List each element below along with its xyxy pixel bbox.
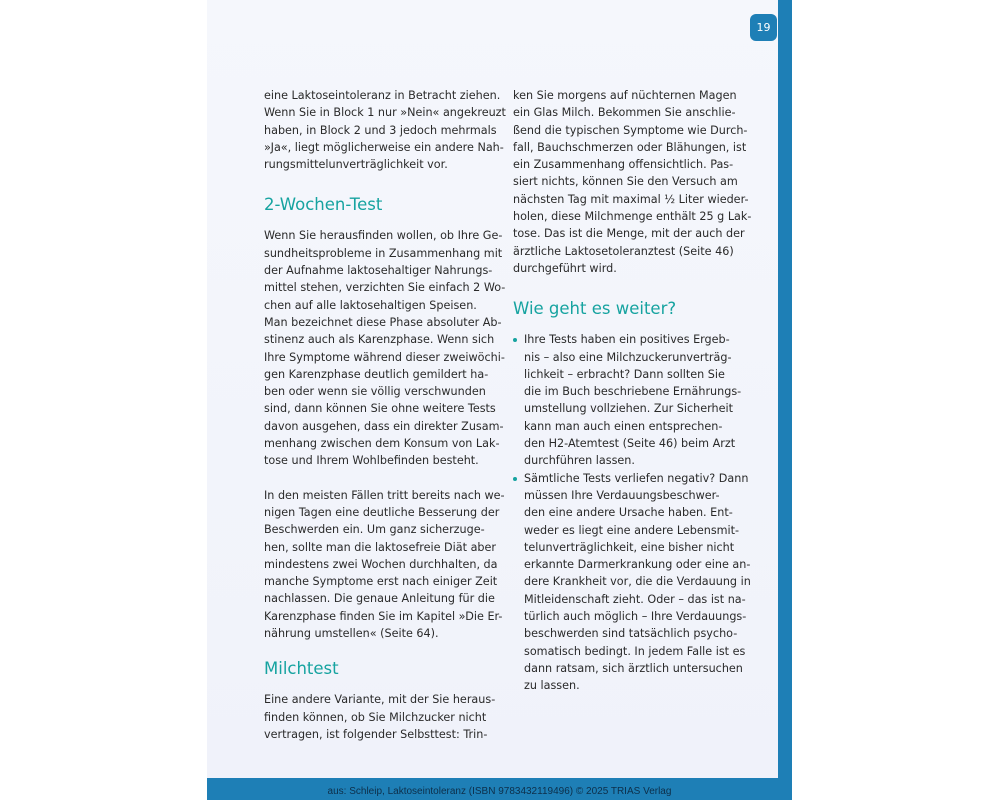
source-citation: aus: Schleip, Laktoseintoleranz (ISBN 9783432119496) © 2025 TRIAS Verlag [327, 786, 672, 797]
heading-milchtest: Milchtest [264, 659, 339, 679]
heading-wie-geht-es-weiter: Wie geht es weiter? [513, 299, 677, 319]
page-number-badge: 19 [750, 14, 777, 41]
list-item: Sämtliche Tests verliefen negativ? Dann müssen Ihre Verdauungsbeschwer- den eine andere Ursache haben. Ent- weder es liegt eine andere Lebensmit- telunverträglichkeit, eine bisher nicht erkannte Darmerkrankung oder eine an- dere Krankheit vor, die die Verdauung in Mitleidenschaft zieht. Oder – das ist na- türlich auch möglich – Ihre Verdauungs- beschwerden sind tatsächlich psycho- somatisch bedingt. In jedem Falle ist es dann ratsam, sich ärztlich untersuchen zu lassen. [513, 470, 741, 695]
list-item: Ihre Tests haben ein positives Ergeb- nis – also eine Milchzuckerunverträg- lichkeit – erbracht? Dann sollten Sie die im Buch beschriebene Ernährungs- umstellung vollziehen. Zur Sicherheit kann man auch einen entsprechen- den H2-Atemtest (Seite 46) beim Arzt durchführen lassen. [513, 331, 741, 469]
next-steps-list [513, 331, 751, 694]
paragraph-milchtest-continued: ken Sie morgens auf nüchternen Magen ein Glas Milch. Bekommen Sie anschlie- ßend die typischen Symptome wie Durch- fall, Bauchschmerzen oder Blähungen, ist ein Zusammenhang offensichtlich. Pas- siert nichts, können Sie den Versuch am nächsten Tag mit maximal ½ Liter wieder- holen, diese Milchmenge enthält 25 g Lak- tose. Das ist die Menge, mit der auch der ärztliche Laktosetoleranztest (Seite 46) durchgeführt wird. [513, 89, 752, 275]
left-column [264, 87, 506, 743]
paragraph-karenzphase: In den meisten Fällen tritt bereits nach we- nigen Tagen eine deutliche Besserung der Beschwerden ein. Um ganz sicherzuge- hen, sollte man die laktosefreie Diät aber mindestens zwei Wochen durchhalten, da manche Symptome erst nach einiger Zeit nachlassen. Die genaue Anleitung für die Karenzphase finden Sie im Kapitel »Die Er- nährung umstellen« (Seite 64). [264, 488, 505, 641]
paragraph-2-wochen-test: Wenn Sie herausfinden wollen, ob Ihre Ge- sundheitsprobleme in Zusammenhang mit der Aufnahme laktosehaltiger Nahrungs- mittel stehen, verzichten Sie einfach 2 Wo- chen auf alle laktosehaltigen Speisen. Man bezeichnet diese Phase absoluter Ab- stinenz auch als Karenzphase. Wenn sich Ihre Symptome während dieser zweiwöchi- gen Karenzphase deutlich gemildert ha- ben oder wenn sie völlig verschwunden sind, dann können Sie ohne weitere Tests davon ausgehen, dass ein direkter Zusam- menhang zwischen dem Konsum von Lak- tose und Ihrem Wohlbefinden besteht. [264, 229, 506, 468]
heading-2-wochen-test: 2-Wochen-Test [264, 195, 383, 215]
paragraph-milchtest: Eine andere Variante, mit der Sie heraus- finden können, ob Sie Milchzucker nicht vertragen, ist folgender Selbsttest: Trin- [264, 693, 496, 741]
intro-paragraph: eine Laktoseintoleranz in Betracht ziehen. Wenn Sie in Block 1 nur »Nein« angekreuzt haben, in Block 2 und 3 jedoch mehrmals »Ja«, liegt möglicherweise ein andere Nah- rungsmittelunverträglichkeit vor. [264, 89, 506, 172]
page-edge-band [778, 0, 792, 778]
right-column [513, 87, 752, 695]
